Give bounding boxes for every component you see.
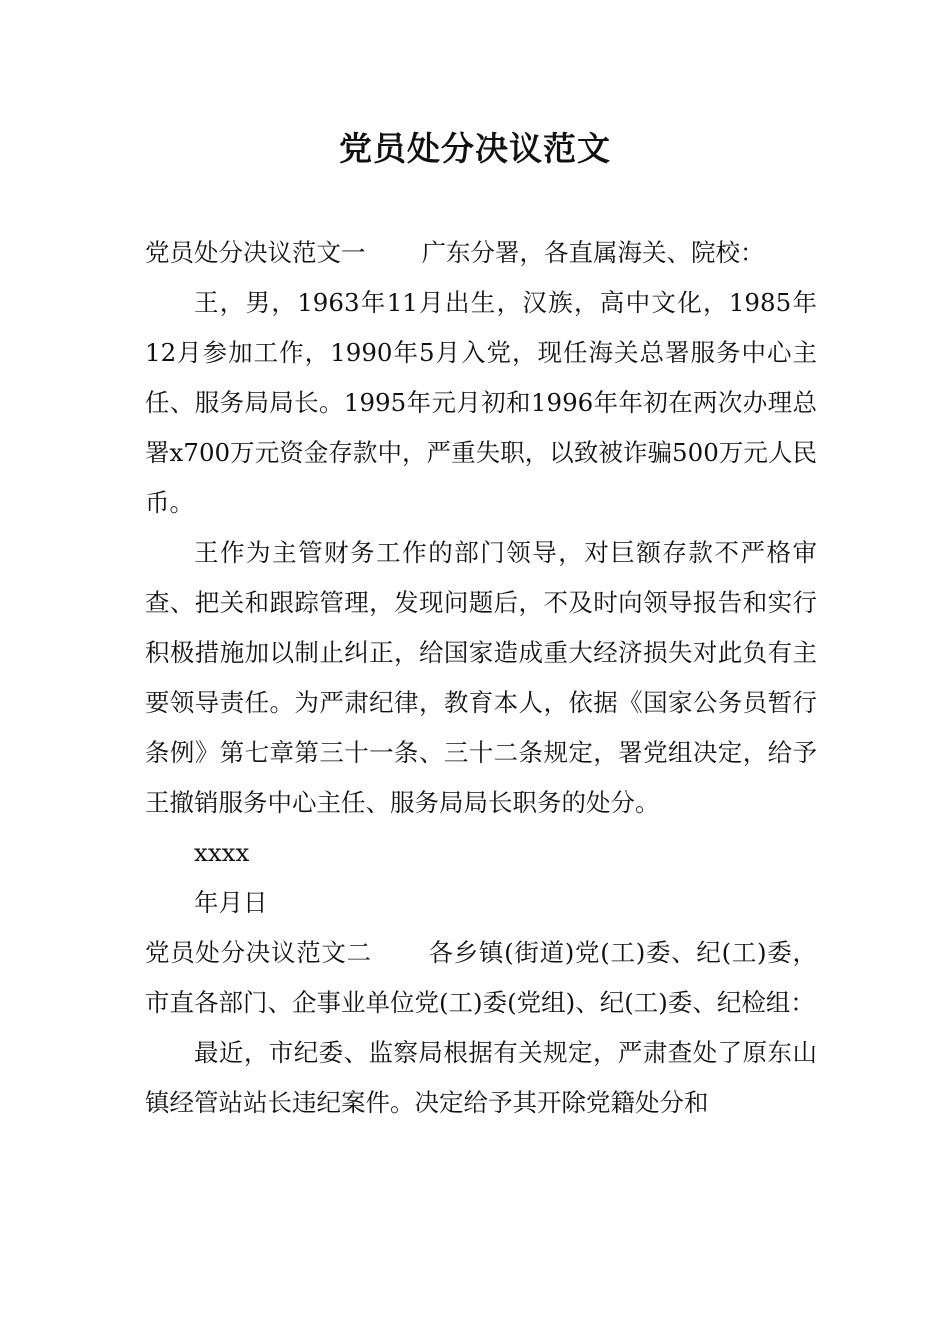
section2-paragraph-1: 最近，市纪委、监察局根据有关规定，严肃查处了原东山镇经管站站长违纪案件。决定给予其开除党籍处分和 [145, 1038, 817, 1117]
section2-addressee: 各乡镇(街道)党(工)委、纪(工)委，市直各部门、企事业单位党(工)委(党组)、纪(工)委、纪检组： [145, 938, 817, 1017]
section1-signature: xxxx [194, 838, 250, 867]
section1-date: 年月日 [194, 888, 268, 917]
section2-heading: 党员处分决议范文二 [145, 938, 372, 967]
section1-paragraph-2: 王作为主管财务工作的部门领导，对巨额存款不严格审查、把关和跟踪管理，发现问题后，不及时向领导报告和实行积极措施加以制止纠正，给国家造成重大经济损失对此负有主要领导责任。为严肃纪律，教育本人，依据《国家公务员暂行条例》第七章第三十一条、三十二条规定，署党组决定，给予王撤销服务中心主任、服务局局长职务的处分。 [145, 538, 817, 817]
section1-addressee: 广东分署，各直属海关、院校： [421, 238, 765, 267]
section1-heading: 党员处分决议范文一 [145, 238, 366, 267]
document-body [145, 228, 817, 1128]
document-title: 党员处分决议范文 [339, 129, 611, 168]
section1-paragraph-1: 王，男，1963年11月出生，汉族，高中文化，1985年12月参加工作，1990年5月入党，现任海关总署服务中心主任、服务局局长。1995年元月初和1996年年初在两次办理总署x700万元资金存款中，严重失职，以致被诈骗500万元人民币。 [145, 288, 817, 517]
section1-opening [145, 228, 817, 278]
section2-opening [145, 928, 817, 1028]
